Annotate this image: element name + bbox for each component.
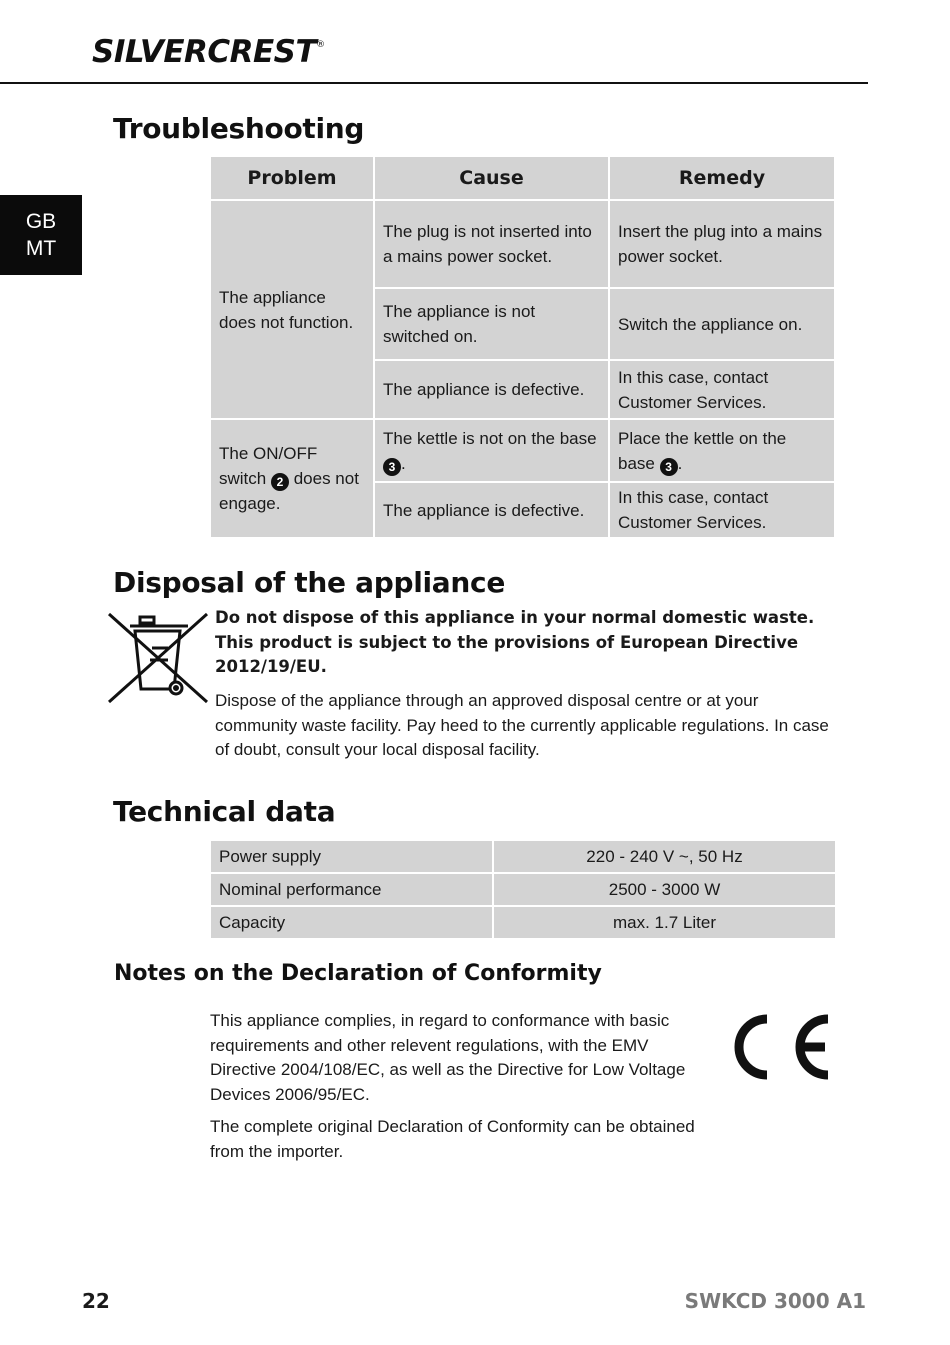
tech-label: Nominal performance [211, 874, 492, 905]
cause-cell: The appliance is defective. [375, 361, 608, 418]
header-divider [0, 82, 868, 84]
part-number-badge: 3 [383, 458, 401, 476]
problem-cell: The ON/OFF switch 2 does not engage. [211, 420, 373, 537]
brand-logo: SILVERCREST® [92, 34, 325, 70]
language-code-gb: GB [25, 210, 57, 233]
header-remedy: Remedy [610, 157, 834, 199]
language-tab [0, 195, 82, 275]
technical-table [209, 839, 837, 940]
remedy-cell: Place the kettle on the base 3 . [610, 420, 834, 481]
crossed-out-wheelie-bin-icon [106, 610, 210, 706]
ce-mark-icon [728, 1011, 834, 1083]
cause-cell: The appliance is not switched on. [375, 289, 608, 359]
tech-value: 2500 - 3000 W [494, 874, 835, 905]
technical-heading: Technical data [113, 795, 336, 828]
conformity-heading: Notes on the Declaration of Conformity [114, 961, 602, 986]
disposal-warning: Do not dispose of this appliance in your normal domestic waste. This product is subject to the provisions of European Directive 2012/19/EU. [215, 608, 815, 676]
tech-label: Power supply [211, 841, 492, 872]
conformity-paragraph-2: The complete original Declaration of Conformity can be obtained from the importer. [210, 1117, 695, 1161]
table-row [211, 201, 834, 287]
part-number-badge: 2 [271, 473, 289, 491]
part-number-badge: 3 [660, 458, 678, 476]
remedy-cell: Insert the plug into a mains power socket. [610, 201, 834, 287]
disposal-heading: Disposal of the appliance [113, 566, 506, 599]
troubleshooting-heading: Troubleshooting [113, 112, 365, 145]
table-row [211, 907, 835, 938]
problem-cell: The appliance does not function. [211, 201, 373, 418]
language-code-mt: MT [25, 237, 57, 260]
disposal-body: Dispose of the appliance through an approved disposal centre or at your community waste facility. Pay heed to the currently applicable regulations. In case of doubt, consult your local disposal facility. [215, 691, 829, 759]
tech-value: 220 - 240 V ~, 50 Hz [494, 841, 835, 872]
table-row [211, 420, 834, 481]
header-problem: Problem [211, 157, 373, 199]
cause-cell: The appliance is defective. [375, 483, 608, 537]
cause-cell: The plug is not inserted into a mains power socket. [375, 201, 608, 287]
page-number: 22 [82, 1289, 110, 1313]
tech-label: Capacity [211, 907, 492, 938]
table-header-row [211, 157, 834, 199]
troubleshooting-table [209, 155, 836, 539]
remedy-cell: In this case, contact Customer Services. [610, 483, 834, 537]
header-cause: Cause [375, 157, 608, 199]
model-number: SWKCD 3000 A1 [684, 1289, 866, 1313]
table-row [211, 841, 835, 872]
conformity-paragraph-1: This appliance complies, in regard to conformance with basic requirements and other relevent regulations, with the EMV Directive 2004/108/EC, as well as the Directive for Low Voltage Devices 2006/95/EC. [210, 1011, 686, 1104]
remedy-cell: In this case, contact Customer Services. [610, 361, 834, 418]
remedy-cell: Switch the appliance on. [610, 289, 834, 359]
cause-cell: The kettle is not on the base 3 . [375, 420, 608, 481]
table-row [211, 874, 835, 905]
tech-value: max. 1.7 Liter [494, 907, 835, 938]
